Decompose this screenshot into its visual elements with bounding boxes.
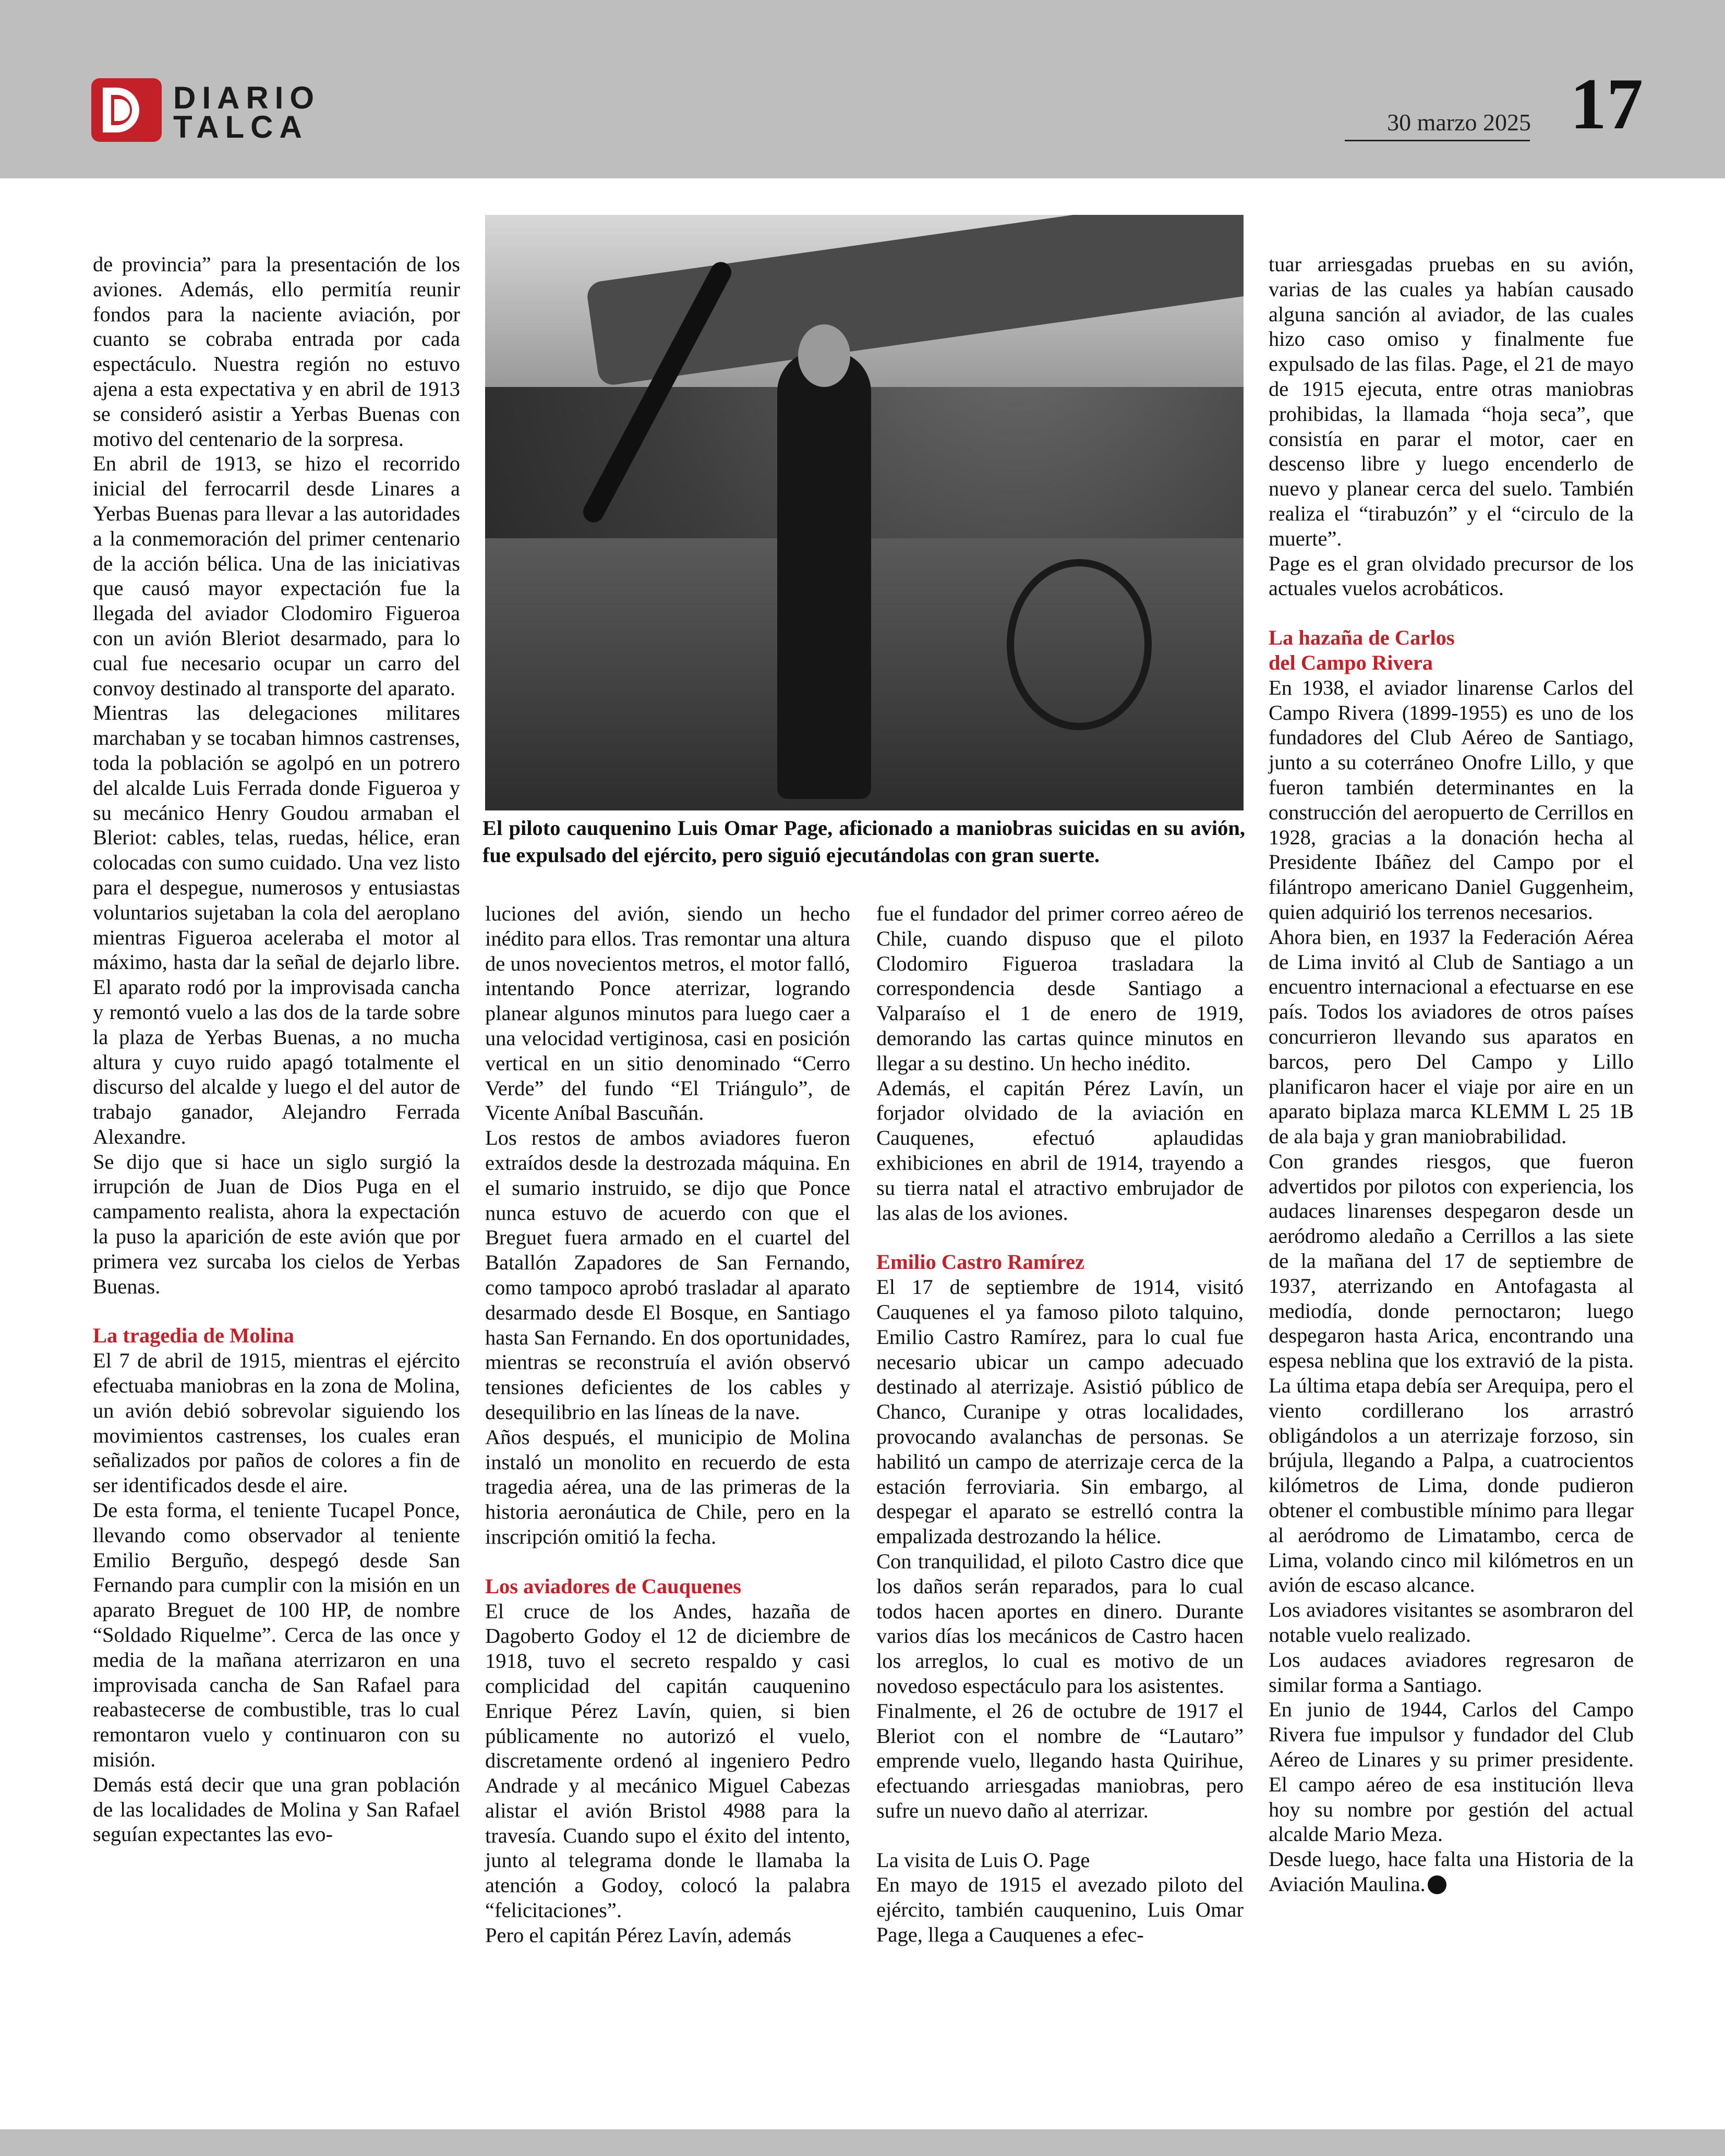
paragraph: Los audaces aviadores regresaron de similar forma a Santiago. [1269, 1648, 1634, 1697]
diario-talca-logo-icon [91, 78, 162, 142]
paragraph: Los restos de ambos aviadores fueron extraídos desde la destrozada máquina. En el sumario instruido, se dijo que Ponce nunca estuvo de acuerdo con que el Breguet fuera armado en el cuartel del Batallón Zapadores de San Fernando, como tampoco aprobó trasladar al aparato desarmado desde El Bosque, en Santiago hasta San Fernando. En dos oportunidades, mientras se reconstruía el avión observó tensiones deficientes de los cables y desequilibrio en las líneas de la nave. [485, 1126, 850, 1424]
paragraph: Demás está decir que una gran población de las localidades de Molina y San Rafael seguían expectantes las evo- [93, 1772, 460, 1846]
article-column-4 [1269, 252, 1634, 1897]
paragraph: Mientras las delegaciones militares marchaban y se tocaban himnos castrenses, toda la población se agolpó en un potrero del alcalde Luis Ferrada donde Figueroa y su mecánico Henry Goudou armaban el Bleriot: cables, telas, ruedas, hélice, eran colocadas con sumo cuidado. Una vez listo para el despegue, numerosos y entusiastas voluntarios sujetaban la cola del aeroplano mientras Figueroa aceleraba el motor al máximo, hasta dar la señal de dejarlo libre. El aparato rodó por la improvisada cancha y remontó vuelo a las dos de la tarde sobre la plaza de Yerbas Buenas, a no mucha altura y cuyo ruido apagó totalmente el discurso del alcalde y luego el del autor de trabajo ganador, Alejandro Ferrada Alexandre. [93, 701, 460, 1148]
brand-name-line2: TALCA [173, 110, 308, 144]
page-footer-bar [0, 2129, 1725, 2156]
section-heading-emilio-castro-ramirez: Emilio Castro Ramírez [876, 1250, 1084, 1274]
paragraph: tuar arriesgadas pruebas en su avión, varias de las cuales ya habían causado alguna sanción al aviador, de las cuales hizo caso omiso y finalmente fue expulsado de las filas. Page, el 21 de mayo de 1915 ejecuta, entre otras maniobras prohibidas, la llamada “hoja seca”, que consistía en parar el motor, caer en descenso libre y luego encenderlo de nuevo y planear cerca del suelo. También realiza el “tirabuzón” y el “circulo de la muerte”. [1269, 252, 1634, 550]
page-header [0, 0, 1725, 178]
page-number: 17 [1570, 64, 1643, 144]
paragraph: Con tranquilidad, el piloto Castro dice que los daños serán reparados, para lo cual todos hacen aportes en dinero. Durante varios días los mecánicos de Castro hacen los arreglos, lo cual es motivo de un novedoso espectáculo para los asistentes. [876, 1549, 1244, 1698]
paragraph: Además, el capitán Pérez Lavín, un forjador olvidado de la aviación en Cauquenes, efectuó aplaudidas exhibiciones en abril de 1914, trayendo a su tierra natal el atractivo embrujador de las alas de los aviones. [876, 1076, 1244, 1225]
paragraph: Pero el capitán Pérez Lavín, además [485, 1923, 791, 1947]
closing-text: Desde luego, hace falta una Historia de la Aviación Maulina. [1269, 1847, 1634, 1896]
article-photo-pilot-and-plane [485, 215, 1244, 810]
paragraph: Ahora bien, en 1937 la Federación Aérea de Lima invitó al Club de Santiago a un encuentro internacional a efectuarse en ese país. Todos los aviadores de otros países concurrieron llevando sus aparatos en barcos, pero Del Campo y Lillo planificaron hacer el viaje por aire en un aparato biplaza marca KLEMM L 25 1B de ala baja y gran maniobrabilidad. [1269, 925, 1634, 1148]
paragraph: Se dijo que si hace un siglo surgió la irrupción de Juan de Dios Puga en el campamento realista, ahora la expectación la puso la aparición de este avión que por primera vez surcaba los cielos de Yerbas Buenas. [93, 1149, 460, 1298]
photo-caption: El piloto cauquenino Luis Omar Page, aficionado a maniobras suicidas en su avión, fue expulsado del ejército, pero siguió ejecutándolas con gran suerte. [482, 816, 1245, 867]
section-heading-la-hazana-line2: del Campo Rivera [1269, 650, 1433, 674]
paragraph: El 7 de abril de 1915, mientras el ejército efectuaba maniobras en la zona de Molina, un avión debió sobrevolar siguiendo los movimientos castrenses, los cuales eran señalizados por paños de colores a fin de ser identificados desde el aire. [93, 1349, 460, 1497]
article-column-3 [876, 901, 1244, 1947]
issue-date: 30 marzo 2025 [1387, 109, 1531, 136]
paragraph: Los aviadores visitantes se asombraron del notable vuelo realizado. [1269, 1598, 1634, 1647]
section-heading-los-aviadores-de-cauquenes: Los aviadores de Cauquenes [485, 1574, 741, 1598]
closing-paragraph [1269, 1847, 1634, 1897]
brand-name-line1: DIARIO [173, 80, 320, 115]
paragraph: Con grandes riesgos, que fueron advertidos por pilotos con experiencia, los audaces linarenses despegaron desde un aeródromo aledaño a Cerrillos a las siete de la mañana del 17 de septiembre de 1937, aterrizando en Antofagasta al mediodía, donde pernoctaron; luego despegaron hasta Arica, encontrando una espesa neblina que los extravió de la pista. La última etapa debía ser Arequipa, pero el viento cordillerano los arrastró obligándolos a un aterrizaje forzoso, sin brújula, llegando a Palpa, a cuatrocientos kilómetros de Lima, donde pudieron obtener el combustible mínimo para llegar al aeródromo de Limatambo, cerca de Lima, volando cinco mil kilómetros en un avión de escaso alcance. [1269, 1149, 1634, 1597]
paragraph: En abril de 1913, se hizo el recorrido inicial del ferrocarril desde Linares a Yerbas Buenas para llevar a las autoridades a la conmemoración del primer centenario de la acción bélica. Una de las iniciativas que causó mayor expectación fue la llegada del aviador Clodomiro Figueroa con un avión Bleriot desarmado, para lo cual fue necesario ocupar un carro del convoy destinado al transporte del aparato. [93, 452, 460, 700]
paragraph: fue el fundador del primer correo aéreo de Chile, cuando dispuso que el piloto Clodomiro Figueroa trasladara la correspondencia desde Santiago a Valparaíso el 1 de enero de 1919, demorando las cartas quince minutos en llegar a su destino. Un hecho inédito. [876, 902, 1244, 1075]
article-column-2 [485, 901, 850, 1948]
end-of-article-dot-icon [1428, 1875, 1446, 1894]
article-column-1 [93, 252, 460, 1847]
section-heading-la-hazana-line1: La hazaña de Carlos [1269, 626, 1455, 650]
paragraph: En junio de 1944, Carlos del Campo Rivera fue impulsor y fundador del Club Aéreo de Linares y su primer presidente. El campo aéreo de esa institución lleva hoy su nombre por gestión del actual alcalde Mario Meza. [1269, 1698, 1634, 1846]
paragraph: En mayo de 1915 el avezado piloto del ejército, también cauquenino, Luis Omar Page, llega a Cauquenes a efec- [876, 1873, 1244, 1947]
paragraph: luciones del avión, siendo un hecho inédito para ellos. Tras remontar una altura de unos novecientos metros, el motor falló, intentando Ponce aterrizar, logrando planear algunos minutos para luego caer a una velocidad vertiginosa, casi en posición vertical en un sitio denominado “Cerro Verde” del fundo “El Triángulo”, de Vicente Aníbal Bascuñán. [485, 902, 850, 1125]
subheading-la-visita-de-luis-o-page: La visita de Luis O. Page [876, 1848, 1090, 1872]
paragraph: El 17 de septiembre de 1914, visitó Cauquenes el ya famoso piloto talquino, Emilio Castro Ramírez, para lo cual fue necesario ubicar un campo adecuado destinado al aterrizaje. Asistió público de Chanco, Curanipe y otras localidades, provocando avalanchas de personas. Se habilitó un campo de aterrizaje cerca de la estación ferroviaria. Sin embargo, al despegar el aparato se estrelló contra la empalizada destrozando la hélice. [876, 1275, 1244, 1548]
paragraph: de provincia” para la presentación de los aviones. Además, ello permitía reunir fondos para la naciente aviación, por cuanto se cobraba entrada por cada espectáculo. Nuestra región no estuvo ajena a esta expectativa y en abril de 1913 se consideró asistir a Yerbas Buenas con motivo del centenario de la sorpresa. [93, 252, 460, 451]
paragraph: Page es el gran olvidado precursor de los actuales vuelos acrobáticos. [1269, 551, 1634, 600]
paragraph: En 1938, el aviador linarense Carlos del Campo Rivera (1899-1955) es uno de los fundadores del Club Aéreo de Santiago, junto a su coterráneo Onofre Lillo, y que fueron también determinantes en la construcción del aeropuerto de Cerrillos en 1928, gracias a la donación hecha al Presidente Ibáñez del Campo por el filántropo americano Daniel Guggenheim, quien adquirió los terrenos necesarios. [1269, 675, 1634, 924]
paragraph: De esta forma, el teniente Tucapel Ponce, llevando como observador al teniente Emilio Berguño, despegó desde San Fernando para cumplir con la misión en un aparato Breguet de 100 HP, de nombre “Soldado Riquelme”. Cerca de las once y media de la mañana aterrizaron en una improvisada cancha de San Rafael para reabastecerse de combustible, tras lo cual remontaron vuelo y continuaron con su misión. [93, 1498, 460, 1772]
section-heading-la-tragedia-de-molina: La tragedia de Molina [93, 1324, 294, 1348]
paragraph: Finalmente, el 26 de octubre de 1917 el Bleriot con el nombre de “Lautaro” emprende vuelo, llegando hasta Quirihue, efectuando arriesgadas maniobras, pero sufre un nuevo daño al aterrizar. [876, 1699, 1244, 1822]
paragraph: El cruce de los Andes, hazaña de Dagoberto Godoy el 12 de diciembre de 1918, tuvo el secreto respaldo y casi complicidad del capitán cauquenino Enrique Pérez Lavín, quien, si bien públicamente no autorizó el vuelo, discretamente ordenó al ingeniero Pedro Andrade y al mecánico Miguel Cabezas alistar el avión Bristol 4988 para la travesía. Cuando supo el éxito del intento, junto al telegrama donde le llamaba la atención a Godoy, colocó la palabra “felicitaciones”. [485, 1599, 850, 1922]
date-underline [1345, 140, 1530, 141]
paragraph: Años después, el municipio de Molina instaló un monolito en recuerdo de esta tragedia aérea, una de las primeras de la historia aeronáutica de Chile, pero en la inscripción omitió la fecha. [485, 1425, 850, 1548]
